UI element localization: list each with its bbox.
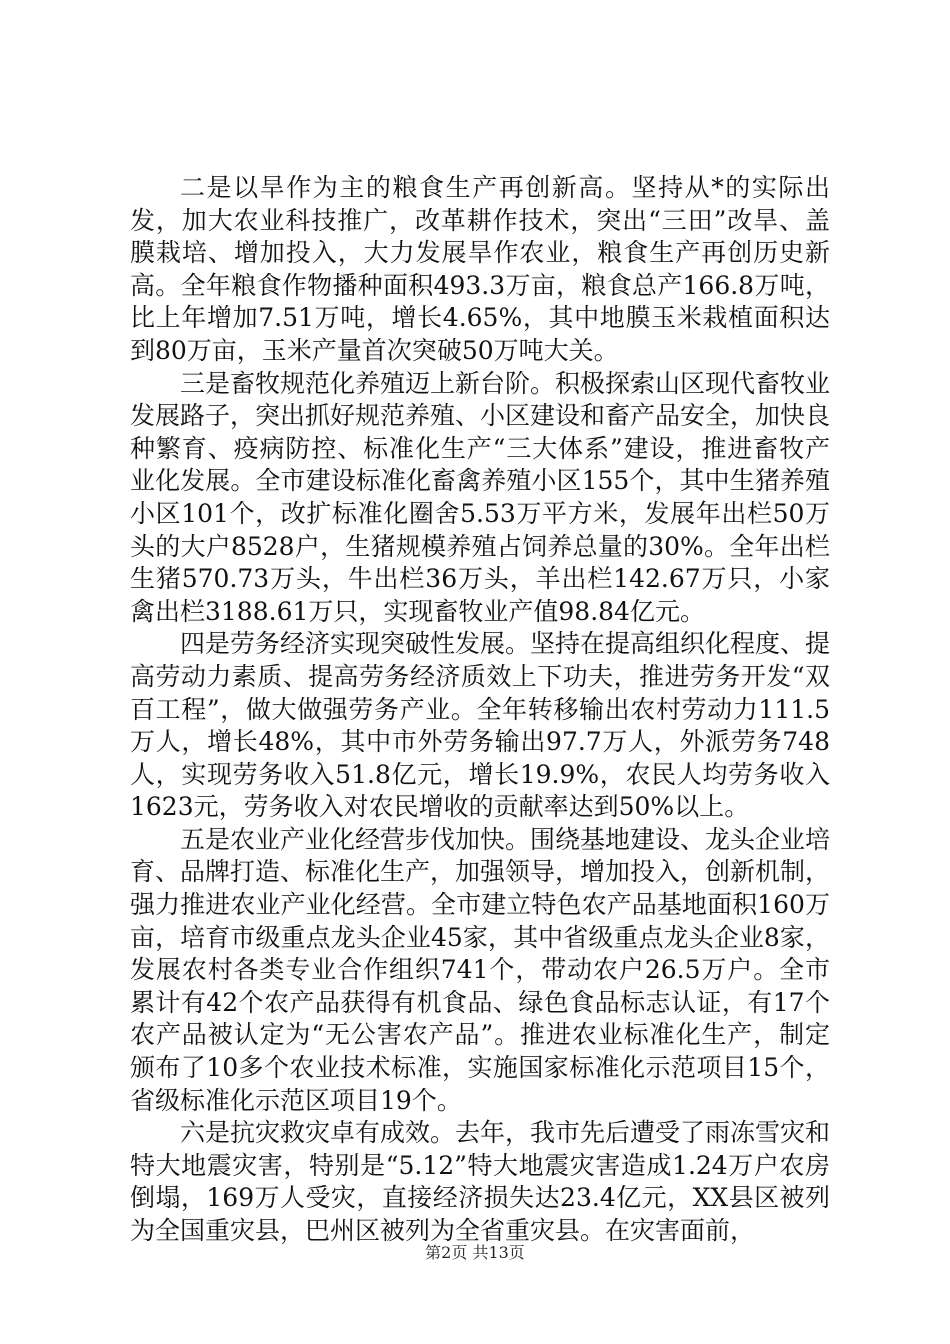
paragraph-labor-economy: 四是劳务经济实现突破性发展。坚持在提高组织化程度、提高劳动力素质、提高劳务经济质效上下功夫，推进劳务开发“双百工程”，做大做强劳务产业。全年转移输出农村劳动力111.5万人，增长48%，其中市外劳务输出97.7万人，外派劳务748人，实现劳务收入51.8亿元，增长19.9%，农民人均劳务收入1623元，劳务收入对农民增收的贡献率达到50%以上。 (130, 629, 831, 822)
paragraph-agri-industrialization: 五是农业产业化经营步伐加快。围绕基地建设、龙头企业培育、品牌打造、标准化生产，加强领导，增加投入，创新机制，强力推进农业产业化经营。全市建立特色农产品基地面积160万亩，培育市级重点龙头企业45家，其中省级重点龙头企业8家，发展农村各类专业合作组织741个，带动农户26.5万户。全市累计有42个农产品获得有机食品、绿色食品标志认证，有17个农产品被认定为“无公害农产品”。推进农业标准化生产，制定颁布了10多个农业技术标准，实施国家标准化示范项目15个，省级标准化示范区项目19个。 (130, 824, 831, 1115)
paragraph-grain-production: 二是以旱作为主的粮食生产再创新高。坚持从*的实际出发，加大农业科技推广，改革耕作技术，突出“三田”改旱、盖膜栽培、增加投入，大力发展旱作农业，粮食生产再创历史新高。全年粮食作物播种面积493.3万亩，粮食总产166.8万吨，比上年增加7.51万吨，增长4.65%，其中地膜玉米栽植面积达到80万亩，玉米产量首次突破50万吨大关。 (130, 173, 830, 365)
page-number-footer: 第2页 共13页 (425, 1243, 525, 1262)
document-body (130, 172, 830, 1248)
paragraph-disaster-relief: 六是抗灾救灾卓有成效。去年，我市先后遭受了雨冻雪灾和特大地震灾害，特别是“5.12”特大地震灾害造成1.24万户农房倒塌，169万人受灾，直接经济损失达23.4亿元，XX县区被列为全国重灾县，巴州区被列为全省重灾县。在灾害面前， (130, 1118, 831, 1245)
paragraph-livestock: 三是畜牧规范化养殖迈上新台阶。积极探索山区现代畜牧业发展路子，突出抓好规范养殖、小区建设和畜产品安全，加快良种繁育、疫病防控、标准化生产“三大体系”建设，推进畜牧产业化发展。全市建设标准化畜禽养殖小区155个，其中生猪养殖小区101个，改扩标准化圈舍5.53万平方米，发展年出栏50万头的大户8528户，生猪规模养殖占饲养总量的30%。全年出栏生猪570.73万头，牛出栏36万头，羊出栏142.67万只，小家禽出栏3188.61万只，实现畜牧业产值98.84亿元。 (130, 368, 831, 626)
